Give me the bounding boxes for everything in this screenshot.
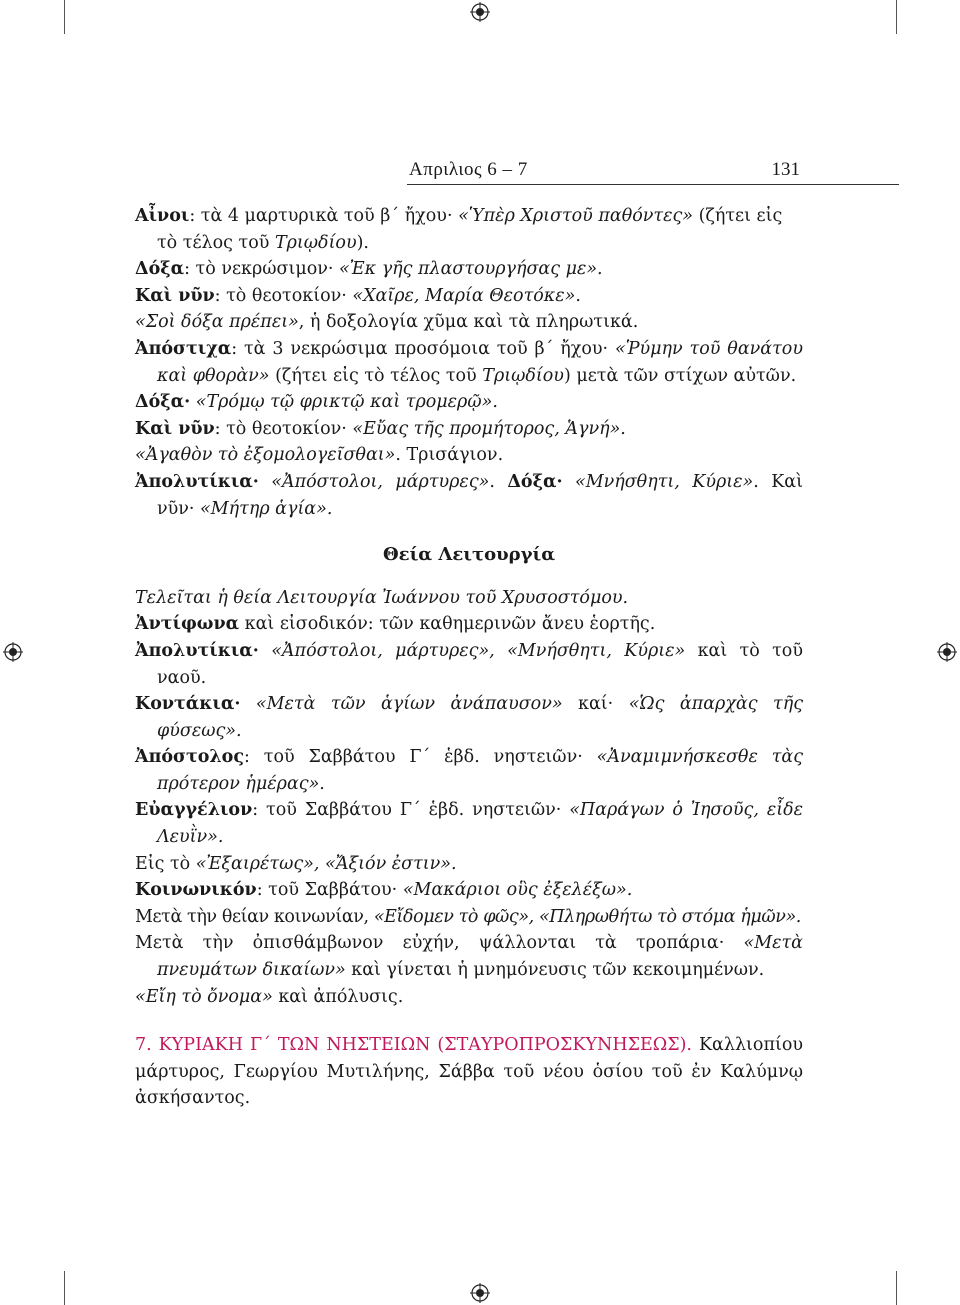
paragraph-antiphona bbox=[135, 611, 803, 638]
text: . Καὶ νῦν· bbox=[157, 471, 803, 519]
hymn-incipit: «Μετὰ τῶν ἁγίων ἀνάπαυσον» bbox=[240, 694, 563, 715]
running-title: Απριλιος 6 – 7 bbox=[409, 159, 528, 180]
day-heading: 7. ΚΥΡΙΑΚΗ Γ´ ΤΩΝ ΝΗΣΤΕΙΩΝ (ΣΤΑΥΡΟΠΡΟΣΚΥΝΗΣΕΩΣ). bbox=[135, 1035, 692, 1056]
text: καὶ γίνεται ἡ μνημόνευσις τῶν κεκοιμημένων. bbox=[345, 960, 765, 981]
text: Εἰς τὸ bbox=[135, 853, 196, 874]
paragraph-kontakia bbox=[135, 691, 803, 744]
hymn-incipit: «Ἀπόστολοι, μάρτυρες» bbox=[258, 471, 490, 492]
paragraph-aposticha bbox=[135, 336, 803, 389]
heading-evangelion: Εὐαγγέλιον bbox=[135, 800, 253, 821]
text: ). bbox=[356, 232, 369, 253]
registration-mark-icon bbox=[470, 1283, 490, 1303]
text: : τὰ 4 μαρτυρικὰ τοῦ β´ ἤχου· bbox=[189, 206, 459, 226]
paragraph-evangelion bbox=[135, 797, 803, 850]
paragraph-liturgy bbox=[135, 585, 803, 612]
hymn-incipit: «Εἴδομεν τὸ φῶς», «Πληρωθήτω τὸ στόμα ἡμῶν». bbox=[373, 906, 801, 927]
heading-ainoi: Αἶνοι bbox=[135, 206, 190, 226]
text: : τοῦ Σαββάτου· bbox=[256, 880, 403, 901]
paragraph-kai-nyn-2 bbox=[135, 416, 803, 443]
text: Μετὰ τὴν θείαν κοινωνίαν, bbox=[135, 906, 374, 927]
paragraph-apolytikia-2 bbox=[135, 638, 803, 691]
crop-mark bbox=[64, 1271, 65, 1305]
hymn-incipit: «Μνήσθητι, Κύριε» bbox=[562, 471, 754, 492]
hymn-incipit: «Ἀπόστολοι, μάρτυρες», «Μνήσθητι, Κύριε» bbox=[258, 640, 686, 661]
hymn-incipit: «Ἀγαθὸν τὸ ἐξομολογεῖσθαι» bbox=[135, 445, 396, 466]
text: , ἡ δοξολογία χῦμα καὶ τὰ πληρωτικά. bbox=[298, 312, 639, 333]
heading-kontakia: Κοντάκια· bbox=[135, 694, 241, 715]
page-body bbox=[135, 203, 803, 1112]
crop-mark bbox=[896, 1271, 897, 1305]
hymn-incipit: «Ἐξαιρέτως», «Ἄξιόν ἐστιν». bbox=[195, 853, 457, 874]
text: : τοῦ Σαββάτου Γ´ ἑβδ. νηστειῶν· bbox=[252, 800, 570, 821]
text: ) μετὰ τῶν στίχων αὐτῶν. bbox=[563, 365, 797, 386]
text: : τὸ θεοτοκίον· bbox=[214, 285, 353, 306]
heading-doxa: Δόξα· bbox=[507, 471, 563, 492]
text: (ζήτει εἰς τὸ τέλος τοῦ bbox=[157, 206, 783, 253]
paragraph-doxa-2 bbox=[135, 389, 803, 416]
saints-list: Καλλιοπίου μάρτυρος, Γεωργίου Μυτιλήνης, Σάββα τοῦ νέου ὁσίου τοῦ ἐν Καλύμνῳ ἀσκήσαντος. bbox=[135, 1035, 803, 1109]
hymn-incipit: «Εἴη τὸ ὄνομα» bbox=[135, 986, 273, 1007]
book-reference: Τριῳδίου bbox=[274, 232, 357, 253]
hymn-incipit: «Ἐκ γῆς πλαστουργήσας με». bbox=[339, 259, 603, 280]
hymn-incipit: «Ῥύμην τοῦ θανάτου καὶ φθορὰν» bbox=[157, 338, 803, 386]
paragraph-apostolos bbox=[135, 744, 803, 797]
text: . bbox=[489, 471, 508, 492]
hymn-incipit: «Ἀναμιμνήσκεσθε τὰς πρότερον ἡμέρας». bbox=[157, 747, 803, 794]
heading-antiphona: Ἀντίφωνα bbox=[135, 614, 240, 635]
text: : τοῦ Σαββάτου Γ´ ἑβδ. νηστειῶν· bbox=[244, 747, 597, 768]
page-number: 131 bbox=[771, 159, 800, 180]
hymn-incipit: «Μήτηρ ἁγία». bbox=[200, 498, 333, 519]
heading-apolytikia: Ἀπολυτίκια· bbox=[135, 640, 259, 661]
hymn-incipit: «Ὡς ἀπαρχὰς τῆς φύσεως». bbox=[157, 694, 803, 741]
text: : τὸ νεκρώσιμον· bbox=[184, 259, 340, 280]
heading-apostolos: Ἀπόστολος bbox=[135, 747, 245, 768]
paragraph-apolysis bbox=[135, 984, 803, 1011]
hymn-incipit: «Τρόμῳ τῷ φρικτῷ καὶ τρομερῷ». bbox=[190, 392, 498, 413]
paragraph-doxa bbox=[135, 256, 803, 283]
hymn-incipit: «Σοὶ δόξα πρέπει» bbox=[135, 312, 299, 333]
heading-kai-nyn: Καὶ νῦν bbox=[135, 285, 215, 306]
paragraph-apolytikia bbox=[135, 469, 803, 522]
paragraph-opisthambonos bbox=[135, 930, 803, 983]
paragraph-kai-nyn bbox=[135, 283, 803, 310]
text: Μετὰ τὴν ὀπισθάμβωνον εὐχήν, ψάλλονται τὰ τροπάρια· bbox=[135, 933, 744, 954]
paragraph-meta-koinonian bbox=[135, 904, 803, 931]
crop-mark bbox=[896, 0, 897, 34]
heading-kai-nyn: Καὶ νῦν bbox=[135, 418, 215, 439]
text: καὶ ἀπόλυσις. bbox=[272, 986, 404, 1007]
text: : τὰ 3 νεκρώσιμα προσόμοια τοῦ β´ ἤχου· bbox=[231, 338, 615, 359]
hymn-incipit: «Μακάριοι οὓς ἐξελέξω». bbox=[402, 880, 633, 901]
paragraph-koinonikon bbox=[135, 877, 803, 904]
text: (ζήτει εἰς τὸ τέλος τοῦ bbox=[269, 365, 483, 386]
heading-aposticha: Ἀπόστιχα bbox=[135, 338, 232, 359]
paragraph-sunday-entry bbox=[135, 1032, 803, 1112]
heading-doxa: Δόξα· bbox=[135, 392, 191, 413]
paragraph-axion bbox=[135, 851, 803, 878]
book-reference: Τριῳδίου bbox=[482, 365, 564, 386]
heading-koinonikon: Κοινωνικόν bbox=[135, 880, 257, 901]
registration-mark-icon bbox=[937, 642, 957, 662]
registration-mark-icon bbox=[3, 642, 23, 662]
paragraph-ainoi bbox=[135, 203, 803, 256]
heading-doxa: Δόξα bbox=[135, 259, 185, 280]
hymn-incipit: «Μετὰ πνευμάτων δικαίων» bbox=[157, 933, 803, 981]
heading-apolytikia: Ἀπολυτίκια· bbox=[135, 471, 259, 492]
registration-mark-icon bbox=[470, 2, 490, 22]
text: καὶ τὸ τοῦ ναοῦ. bbox=[157, 640, 803, 688]
text: καὶ εἰσοδικόν: τῶν καθημερινῶν ἄνευ ἑορτῆς. bbox=[239, 614, 656, 635]
section-title: Θεία Λειτουργία bbox=[382, 544, 556, 566]
paragraph-agathon bbox=[135, 442, 803, 469]
header-rule bbox=[407, 184, 899, 185]
paragraph-doxologia bbox=[135, 309, 803, 336]
hymn-incipit: «Ὑπὲρ Χριστοῦ παθόντες» bbox=[458, 206, 693, 226]
hymn-incipit: «Χαῖρε, Μαρία Θεοτόκε». bbox=[352, 285, 581, 306]
hymn-incipit: «Εὔας τῆς προμήτορος, Ἁγνή». bbox=[352, 418, 626, 439]
text: καί· bbox=[562, 694, 629, 715]
page-header bbox=[137, 155, 800, 185]
text: : τὸ θεοτοκίον· bbox=[214, 418, 353, 439]
hymn-incipit: «Παράγων ὁ Ἰησοῦς, εἶδε Λευῒν». bbox=[157, 800, 804, 848]
text: . Τρισάγιον. bbox=[395, 445, 504, 466]
liturgy-line: Τελεῖται ἡ θεία Λειτουργία Ἰωάννου τοῦ Χρυσοστόμου. bbox=[135, 587, 629, 608]
crop-mark bbox=[64, 0, 65, 34]
